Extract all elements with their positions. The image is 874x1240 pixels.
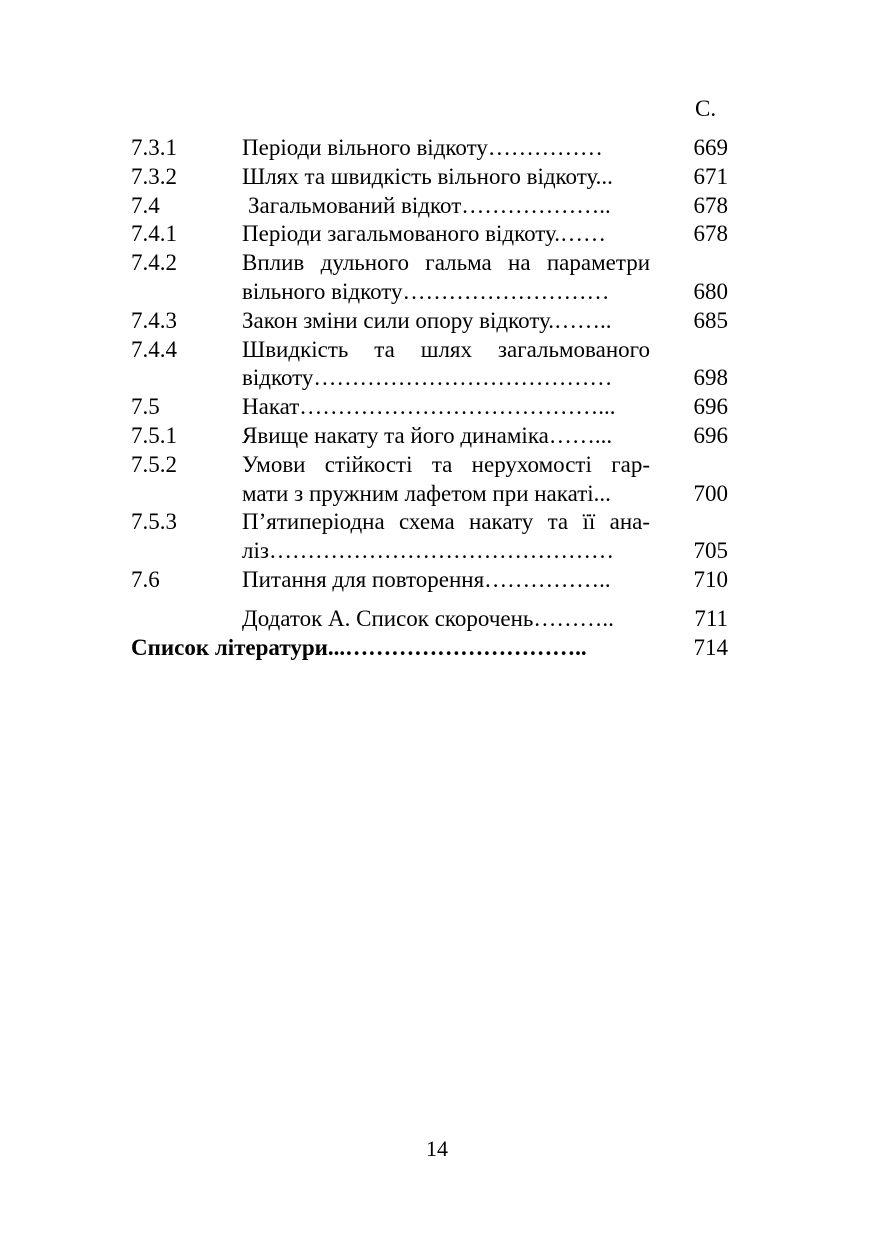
toc-entry-title — [242, 451, 650, 509]
toc-entry-number: 7.6 — [131, 566, 160, 592]
toc-entry-page: 669 — [693, 135, 728, 160]
toc-entry-page: 680 — [693, 278, 728, 304]
toc-entry-7-3-2 — [131, 163, 728, 192]
toc-entry-page: 671 — [693, 163, 728, 189]
toc-entry-page: 685 — [693, 307, 728, 333]
toc-entry-title — [242, 393, 650, 422]
toc-entry-references — [131, 634, 728, 663]
toc-entry-page: 678 — [693, 221, 728, 247]
toc-entry-7-3-1 — [131, 134, 728, 163]
toc-entry-7-5 — [131, 393, 728, 422]
toc-entry-title-line: відкоту………………………………… — [242, 365, 613, 391]
toc-entry-title — [242, 422, 650, 451]
toc-entry-title-line: ліз……………………………………… — [242, 538, 614, 564]
toc-entry-title-line: Накат…………………………………... — [242, 394, 616, 420]
toc-entry-title — [242, 307, 650, 336]
toc-entry-title-line: Додаток А. Список скорочень……….. — [242, 605, 614, 631]
toc-entry-number: 7.3.2 — [131, 163, 177, 189]
toc-entry-7-4-2 — [131, 249, 728, 307]
toc-entry-page: 711 — [694, 605, 728, 631]
toc-entry-number: 7.5 — [131, 394, 160, 420]
toc-entry-number: 7.4.3 — [131, 307, 177, 333]
toc-entry-number: 7.5.1 — [131, 422, 177, 448]
toc-entry-title — [242, 249, 650, 307]
toc-entry-number: 7.5.2 — [131, 451, 177, 477]
toc-entry-title — [242, 134, 650, 163]
toc-entry-number: 7.4.4 — [131, 336, 177, 362]
toc-entry-title-line: Періоди вільного відкоту…………… — [242, 135, 603, 160]
toc-entry-7-5-1 — [131, 422, 728, 451]
toc-entry-title — [242, 336, 650, 394]
toc-entry-7-4-4 — [131, 336, 728, 394]
toc-entry-title-line: Список літератури...………………………….. — [131, 634, 587, 660]
toc-entry-title-line: П’ятиперіодна схема накату та її ана- — [242, 509, 650, 535]
toc-entry-7-5-3 — [131, 508, 728, 566]
toc-entry-number: 7.4.2 — [131, 250, 177, 276]
toc-entry-title — [242, 508, 650, 566]
toc-entry-title-line: Явище накату та його динаміка……... — [242, 422, 613, 448]
toc-entry-number: 7.4 — [131, 192, 160, 218]
toc-entry-page: 696 — [693, 422, 728, 448]
toc-entry-page: 700 — [693, 480, 728, 506]
toc-entry-number: 7.4.1 — [131, 221, 177, 247]
toc-entry-title-line: мати з пружним лафетом при накаті... — [242, 480, 611, 506]
toc-entry-title — [242, 604, 650, 634]
table-of-contents — [131, 134, 728, 663]
toc-entry-7-6 — [131, 566, 728, 595]
toc-entry-7-4 — [131, 192, 728, 221]
toc-entry-title-line: Загальмований відкот……………….. — [248, 192, 611, 218]
toc-entry-appendix — [131, 604, 728, 634]
toc-entry-7-4-1 — [131, 220, 728, 249]
toc-entry-7-5-2 — [131, 451, 728, 509]
toc-entry-page: 710 — [693, 566, 728, 592]
toc-entry-title-line: Швидкість та шлях загальмованого — [242, 336, 650, 362]
toc-entry-title — [242, 220, 650, 249]
toc-entry-page: 705 — [693, 538, 728, 564]
toc-entry-title-line: Періоди загальмованого відкоту.…… — [242, 221, 607, 247]
toc-entry-page: 698 — [693, 365, 728, 391]
toc-entry-title-line: вільного відкоту……………………… — [242, 278, 610, 304]
toc-entry-title-line: Шлях та швидкість вільного відкоту... — [242, 163, 613, 189]
toc-entry-7-4-3 — [131, 307, 728, 336]
page-column-label: С. — [695, 96, 717, 121]
toc-entry-title-line: Вплив дульного гальма на параметри — [242, 250, 650, 276]
toc-entry-page: 714 — [693, 634, 728, 660]
toc-entry-title — [242, 192, 650, 221]
toc-entry-title-line: Умови стійкості та нерухомості гар- — [242, 451, 650, 477]
toc-entry-title-line: Питання для повторення…………….. — [242, 566, 611, 592]
page-number: 14 — [426, 1136, 448, 1161]
toc-entry-number: 7.3.1 — [131, 135, 177, 160]
toc-entry-page: 678 — [693, 192, 728, 218]
toc-entry-title-line: Закон зміни сили опору відкоту.…….. — [242, 307, 612, 333]
toc-entry-number: 7.5.3 — [131, 509, 177, 535]
toc-entry-title — [131, 634, 650, 663]
toc-entry-title — [242, 566, 650, 595]
toc-entry-title — [242, 163, 650, 192]
toc-entry-page: 696 — [693, 394, 728, 420]
